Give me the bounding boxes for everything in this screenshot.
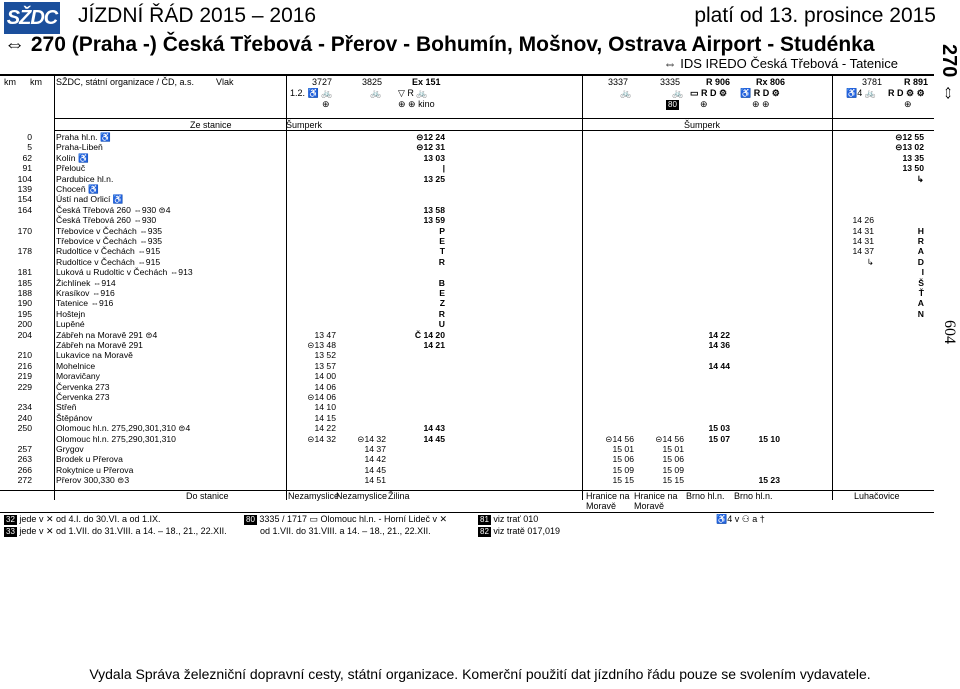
row-time-c3335: 15 01 [662,444,684,454]
bike-icon: 🚲 [672,88,684,98]
row-time-ex: U [438,319,445,330]
row-time-r906: 15 07 [708,433,730,444]
train-rx806: Rx 806 [756,77,786,87]
table-row [0,413,934,423]
header-sep [54,118,934,119]
note-82: 82 viz tratě 017,019 [480,526,560,536]
row-time-r891: 13 50 [902,163,924,174]
row-km: 210 [17,350,32,361]
dest-ex151: Žilina [388,491,410,501]
table-row [0,142,934,152]
validity-date: platí od 13. prosince 2015 [694,4,936,27]
table-row [0,309,934,319]
row-time-ex: 14 43 [423,423,445,434]
row-km: 190 [17,298,32,309]
table-row [0,361,934,371]
rx806-extra: ⊕ ⊕ [752,99,770,109]
row-station: Ústí nad Orlicí ♿ [56,194,124,205]
row-time-r891: D [917,256,924,267]
row-station: Žichlínek ⇔914 [56,277,116,288]
row-time-r906: 15 03 [708,423,730,434]
row-station: Praha hl.n. ♿ [56,132,111,142]
row-time-ex: ⊝12 31 [416,142,445,153]
row-time-ex: R [438,256,445,267]
row-time-ex: Č 14 20 [414,329,445,340]
row-time-c3727: 14 15 [314,412,336,423]
row-station: Přelouč [56,163,86,174]
row-km: 272 [17,475,32,486]
row-time-c3781: 14 31 [852,236,874,246]
row-km: 204 [17,329,32,340]
table-row [0,423,934,433]
table-row [0,194,934,204]
row-time-c3727: 13 47 [314,329,336,340]
row-time-r906: 14 44 [708,360,730,371]
table-row [0,465,934,475]
train-label: Vlak [216,77,234,87]
side-table-number: 270 ⇔ [938,44,960,103]
row-time-c3781: 14 37 [852,246,874,257]
row-time-c3781: ↳ [866,256,874,267]
row-time-c3781: 14 31 [852,225,874,236]
train-flag: 1.2. ♿ 🚲 [290,88,333,98]
table-row [0,402,934,412]
row-time-ex: 13 25 [423,173,445,184]
row-time-c3337: 15 09 [612,464,634,475]
row-time-ex: ⊝12 24 [416,132,445,142]
dest-r891: Luhačovice [854,491,900,501]
table-row [0,288,934,298]
page-number: 604 [941,320,958,344]
row-time-c3727: ⊝14 32 [307,433,336,444]
row-time-c3727: 13 52 [314,350,336,361]
row-time-c3825: ⊝14 32 [357,433,386,444]
row-time-ex: E [439,236,445,246]
km-header-2: km [30,77,42,87]
table-row [0,330,934,340]
row-km: 240 [17,412,32,423]
row-time-r891: ↳ [916,173,924,184]
row-km: 266 [17,464,32,475]
note-80: 80 3335 / 1717 ▭ Olomouc hl.n. - Horní Lideč v ✕ [246,514,448,524]
from-label: Ze stanice [190,120,232,130]
ex151-extras: ⊕ ⊕ kino [398,99,435,109]
table-row [0,174,934,184]
row-km: 91 [22,163,32,174]
table-row [0,319,934,329]
row-time-r891: N [917,308,924,319]
row-station: Olomouc hl.n. 275,290,301,310 [56,433,176,444]
row-km: 62 [22,152,32,163]
row-km: 178 [17,246,32,257]
table-row [0,163,934,173]
km-header-1: km [4,77,16,87]
from-sumperk-1: Šumperk [286,120,323,130]
row-km: 219 [17,371,32,382]
note-extra: ♿4 v ⚇ a † [716,514,765,524]
row-station: Rudoltice v Čechách ⇔915 [56,246,161,257]
table-row [0,267,934,277]
header-rule [0,74,934,76]
train-3781: 3781 [862,77,883,87]
dest-rx806: Brno hl.n. [734,491,773,501]
row-time-r891: ⊝12 55 [895,132,924,142]
row-station: Třebovice v Čechách ⇔935 [56,236,163,246]
row-station: Střeň [56,402,77,413]
row-km: 234 [17,402,32,413]
badge-80-header: 80 [668,100,677,109]
row-station: Krasíkov ⇔916 [56,288,115,298]
table-row [0,205,934,215]
row-station: Lukavice na Moravě [56,350,133,361]
row-km: 188 [17,288,32,298]
table-row [0,475,934,485]
row-km: 257 [17,444,32,454]
row-km: 5 [27,142,32,153]
table-row [0,132,934,142]
row-time-c3727: ⊝13 48 [307,340,336,350]
bike-icon: 🚲 [620,88,632,98]
row-time-r891: Ť [918,288,924,298]
note-33: 33 jede v ✕ od 1.VII. do 31.VIII. a 14. – 18., 21., 22.XII. [6,526,227,536]
row-km: 154 [17,194,32,205]
row-time-c3825: 14 45 [364,464,386,475]
operator-label: SŽDC, státní organizace / ČD, a.s. [56,77,195,87]
ex151-services: ▽ R 🚲 [398,88,428,98]
row-time-c3335: 15 09 [662,464,684,475]
row-station: Kolín ♿ [56,152,89,163]
table-row [0,226,934,236]
row-km: 185 [17,277,32,288]
table-row [0,371,934,381]
row-time-ex: T [439,246,445,257]
row-km: 250 [17,423,32,434]
bike-icon: 🚲 [370,88,382,98]
row-time-rx806: 15 23 [758,475,780,486]
row-station: Luková u Rudoltic v Čechách ⇔913 [56,267,193,278]
row-time-ex: 14 45 [423,433,445,444]
row-station: Štěpánov [56,412,93,423]
row-time-c3337: 15 15 [612,475,634,486]
row-time-c3337: ⊝14 56 [605,433,634,444]
row-time-c3825: 14 37 [364,444,386,454]
header-sep [54,130,934,131]
row-km: 164 [17,204,32,215]
notes-rule [0,512,934,513]
table-row [0,340,934,350]
row-station: Červenka 273 [56,392,110,402]
table-row [0,382,934,392]
row-km: 0 [27,132,32,142]
r891-extra: ⊕ [904,99,912,109]
row-time-ex: R [438,308,445,319]
train-3335: 3335 [660,77,681,87]
train-r891: R 891 [904,77,929,87]
row-time-r906: 14 22 [708,329,730,340]
row-km: 195 [17,308,32,319]
row-time-c3825: 14 42 [364,454,386,465]
row-station: Zábřeh na Moravě 291 ⊜4 [56,329,158,340]
train-3337: 3337 [608,77,629,87]
table-row [0,184,934,194]
row-time-r891: R [917,236,924,246]
footer-text: Vydala Správa železniční dopravní cesty, státní organizace. Komerční použití dat jízdního řádu pouze se svolením vydavatele. [89,666,871,682]
train-ex151: Ex 151 [412,77,441,87]
train-3825: 3825 [362,77,383,87]
row-station: Praha-Libeň [56,142,103,153]
r891-services: R D ⚙ ⚙ [888,88,925,98]
row-time-ex: 13 59 [423,215,445,226]
row-station: Tatenice ⇔916 [56,298,114,309]
3781-services: ♿4 🚲 [846,88,876,98]
row-time-ex: | [442,163,445,174]
row-time-rx806: 15 10 [758,433,780,444]
row-time-c3337: 15 01 [612,444,634,454]
row-time-c3727: 14 00 [314,371,336,382]
row-time-c3825: 14 51 [364,475,386,486]
table-row [0,444,934,454]
row-station: Mohelnice [56,360,96,371]
row-time-ex: P [439,225,445,236]
table-row [0,153,934,163]
table-row [0,350,934,360]
dest-3335: Hranice na Moravě [634,491,678,511]
row-time-ex: 13 58 [423,204,445,215]
row-time-c3727: 14 22 [314,423,336,434]
row-station: Hoštejn [56,308,86,319]
row-time-c3781: 14 26 [852,215,874,226]
row-station: Třebovice v Čechách ⇔935 [56,225,163,236]
note-81: 81 viz trať 010 [480,514,539,524]
row-station: Brodek u Přerova [56,454,123,465]
table-row [0,257,934,267]
row-time-c3727: 14 10 [314,402,336,413]
row-station: Grygov [56,444,84,454]
row-time-ex: 13 03 [423,152,445,163]
row-time-c3727: 13 57 [314,360,336,371]
row-time-r891: ⊝13 02 [895,142,924,153]
row-km: 181 [17,267,32,278]
r906-services: ▭ R D ⚙ [690,88,728,98]
row-station: Pardubice hl.n. [56,173,114,184]
row-station: Rokytnice u Přerova [56,464,134,475]
train-3727: 3727 [312,77,333,87]
row-station: Lupěné [56,319,85,330]
route-title: ⇔ 270 (Praha -) Česká Třebová - Přerov - Bohumín, Mošnov, Ostrava Airport - Studénka [4,33,875,56]
table-row [0,298,934,308]
bottom-rule [0,490,934,491]
row-station: Česká Třebová 260 ⇔930 [56,215,157,226]
dest-3825: Nezamyslice [336,491,388,501]
row-time-ex: 14 21 [423,340,445,350]
dest-r906: Brno hl.n. [686,491,725,501]
table-row [0,454,934,464]
table-row [0,236,934,246]
row-station: Červenka 273 [56,381,110,392]
train-r906: R 906 [706,77,731,87]
r906-extra: ⊕ [700,99,708,109]
note-80-cont: od 1.VII. do 31.VIII. a 14. – 18., 21., 22.XII. [260,526,431,536]
table-row [0,434,934,444]
row-time-r906: 14 36 [708,340,730,350]
row-km: 170 [17,225,32,236]
row-station: Rudoltice v Čechách ⇔915 [56,256,161,267]
row-time-r891: H [917,225,924,236]
row-time-ex: B [438,277,445,288]
row-time-ex: Z [439,298,445,309]
ids-label: ⇔ IDS IREDO Česká Třebová - Tatenice [663,56,898,71]
row-time-r891: A [917,246,924,257]
row-time-r891: Š [918,277,924,288]
table-row [0,278,934,288]
row-time-c3337: 15 06 [612,454,634,465]
row-km: 139 [17,184,32,194]
row-time-r891: I [921,267,924,278]
to-label: Do stanice [186,491,229,501]
row-km: 104 [17,173,32,184]
row-time-c3335: 15 15 [662,475,684,486]
row-km: 200 [17,319,32,330]
from-sumperk-2: Šumperk [684,120,721,130]
table-row [0,392,934,402]
page-title: JÍZDNÍ ŘÁD 2015 – 2016 [78,4,317,27]
row-station: Choceň ♿ [56,184,99,194]
dest-3727: Nezamyslice [288,491,340,501]
row-station: Přerov 300,330 ⊜3 [56,475,130,486]
row-time-c3335: 15 06 [662,454,684,465]
row-time-c3335: ⊝14 56 [655,433,684,444]
row-km: 263 [17,454,32,465]
row-time-c3727: 14 06 [314,381,336,392]
row-time-ex: E [439,288,445,298]
dest-3337: Hranice na Moravě [586,491,630,511]
table-row [0,215,934,225]
row-station: Moravičany [56,371,100,382]
wifi-icon: ⊕ [322,99,330,109]
row-station: Zábřeh na Moravě 291 [56,340,143,350]
row-time-r891: 13 35 [902,152,924,163]
row-km: 229 [17,381,32,392]
row-station: Česká Třebová 260 ⇔930 ⊜4 [56,204,171,215]
rx806-services: ♿ R D ⚙ [740,88,780,98]
szdc-logo: SŽDC [4,2,60,34]
row-time-r891: A [917,298,924,309]
row-km: 216 [17,360,32,371]
table-row [0,246,934,256]
row-time-c3727: ⊝14 06 [307,392,336,402]
note-32: 32 jede v ✕ od 4.I. do 30.VI. a od 1.IX. [6,514,161,524]
row-station: Olomouc hl.n. 275,290,301,310 ⊜4 [56,423,191,434]
